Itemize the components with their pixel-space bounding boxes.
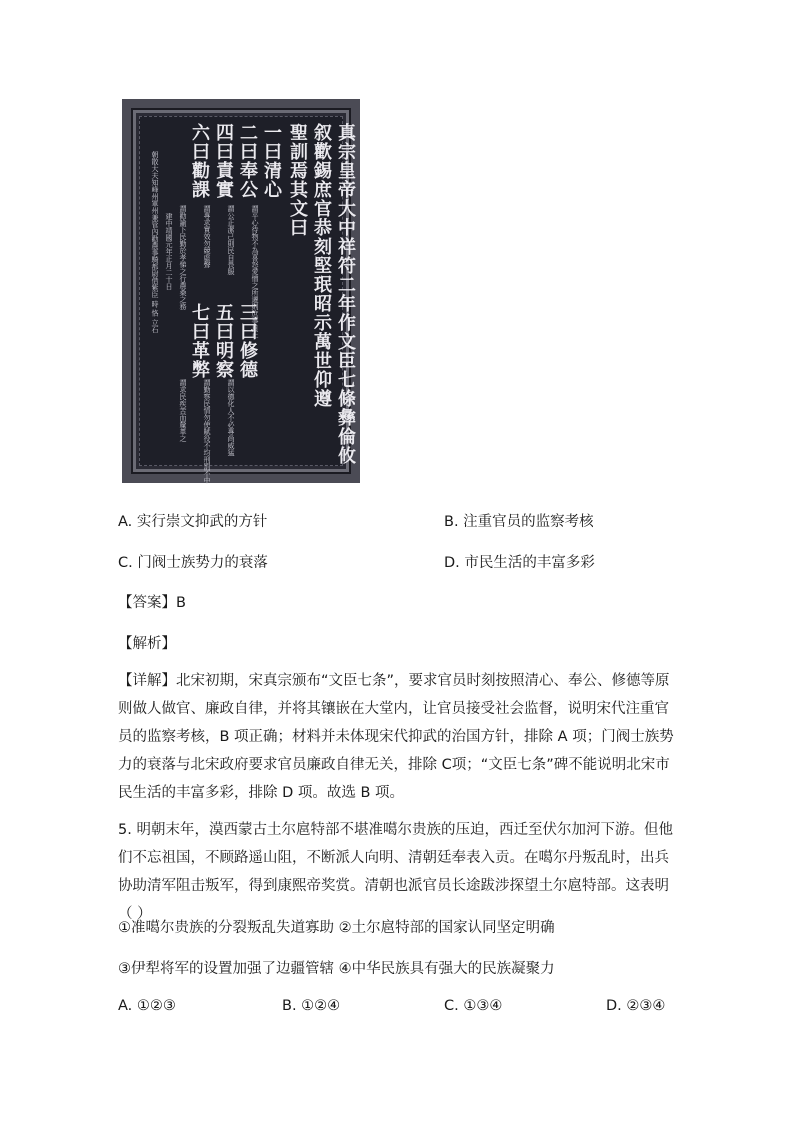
stele-note: 謂平心待物不為喜怒愛憎之所遷則庶事自正 bbox=[251, 205, 259, 338]
statements-line-2: ③伊犁将军的设置加强了边疆管辖 ④中华民族具有强大的民族凝聚力 bbox=[118, 961, 555, 977]
stele-note: 謂勤察民情勿使賦役不均刑罰不中 bbox=[203, 379, 211, 484]
analysis-label: 【解析】 bbox=[118, 636, 176, 652]
detail-tag: 【详解】 bbox=[118, 673, 176, 689]
stele-column: 三曰修德 bbox=[237, 303, 258, 379]
answer-label: 【答案】B bbox=[118, 595, 186, 611]
stele-note: 謂勸諭下民勤於孝悌之行農桑之務 bbox=[179, 205, 187, 310]
stele-column: 叙歡錫庶官恭刻堅珉昭示萬世仰遵 bbox=[311, 123, 332, 408]
stele-column: 一曰清心 bbox=[261, 123, 282, 199]
stele-column: 聖訓焉其文曰 bbox=[287, 123, 308, 237]
option-a: A. 实行崇文抑武的方针 bbox=[118, 514, 268, 530]
stele-note: 謂以德化人不必專尚威猛 bbox=[227, 379, 235, 456]
q5-option-a: A. ①②③ bbox=[118, 998, 176, 1014]
stele-rubbing-image bbox=[122, 99, 360, 483]
stele-inscription bbox=[139, 116, 356, 484]
detail-paragraph bbox=[118, 667, 678, 807]
stele-column: 真宗皇帝大中祥符二年作文臣七條彝倫攸 bbox=[335, 123, 356, 465]
stele-note: 謂專求實效勿競虛聲 bbox=[203, 205, 211, 268]
stele-column: 二曰奉公 bbox=[237, 123, 258, 199]
detail-text: 北宋初期，宋真宗颁布“文臣七条”，要求官员时刻按照清心、奉公、修德等原则做人做官、廉政自律，并将其镶嵌在大堂内，让官员接受社会监督，说明宋代注重官员的监察考核，B 项正确；材料并未体现宋代抑武的治国方针，排除 A 项；门阀士族势力的衰落与北宋政府要求官员廉政自律无关，排除 C项；“文臣七条”碑不能说明北宋市民生活的丰富多彩，排除 D 项。故选 B 项。 bbox=[118, 673, 674, 801]
stele-column: 五曰明察 bbox=[213, 303, 234, 379]
option-c: C. 门阀士族势力的衰落 bbox=[118, 555, 268, 571]
stele-column: 七曰革弊 bbox=[189, 303, 210, 379]
q5-option-d: D. ②③④ bbox=[606, 998, 666, 1014]
stele-column: 四曰責實 bbox=[213, 123, 234, 199]
question-5-stem: 5. 明朝末年，漠西蒙古土尔扈特部不堪准噶尔贵族的压迫，西迁至伏尔加河下游。但他们不忘祖国，不顾路遥山阻，不断派人向明、清朝廷奉表入贡。在噶尔丹叛乱时，出兵协助清军阻击叛军，得到康熙帝奖赏。清朝也派官员长途跋涉探望土尔扈特部。这表明（ ） bbox=[118, 822, 673, 922]
option-b: B. 注重官员的监察考核 bbox=[444, 514, 594, 530]
q5-option-c: C. ①③④ bbox=[444, 998, 503, 1014]
statements-line-1: ①准噶尔贵族的分裂叛乱失道寡助 ②土尔扈特部的国家认同坚定明确 bbox=[118, 920, 555, 936]
q5-option-b: B. ①②④ bbox=[282, 998, 341, 1014]
stele-note: 謂求民疾苦而釐革之 bbox=[179, 379, 187, 442]
stele-date: 建中靖國元年正月二十日 bbox=[165, 213, 173, 290]
stele-column: 六曰勸課 bbox=[189, 123, 210, 199]
stele-note: 謂公正潔己則民自畏服 bbox=[227, 205, 235, 275]
stele-signature: 朝散大夫知峰州軍州兼管內勸農事騎都尉借紫臣 時 恪 立石 bbox=[151, 151, 159, 333]
option-d: D. 市民生活的丰富多彩 bbox=[444, 555, 595, 571]
